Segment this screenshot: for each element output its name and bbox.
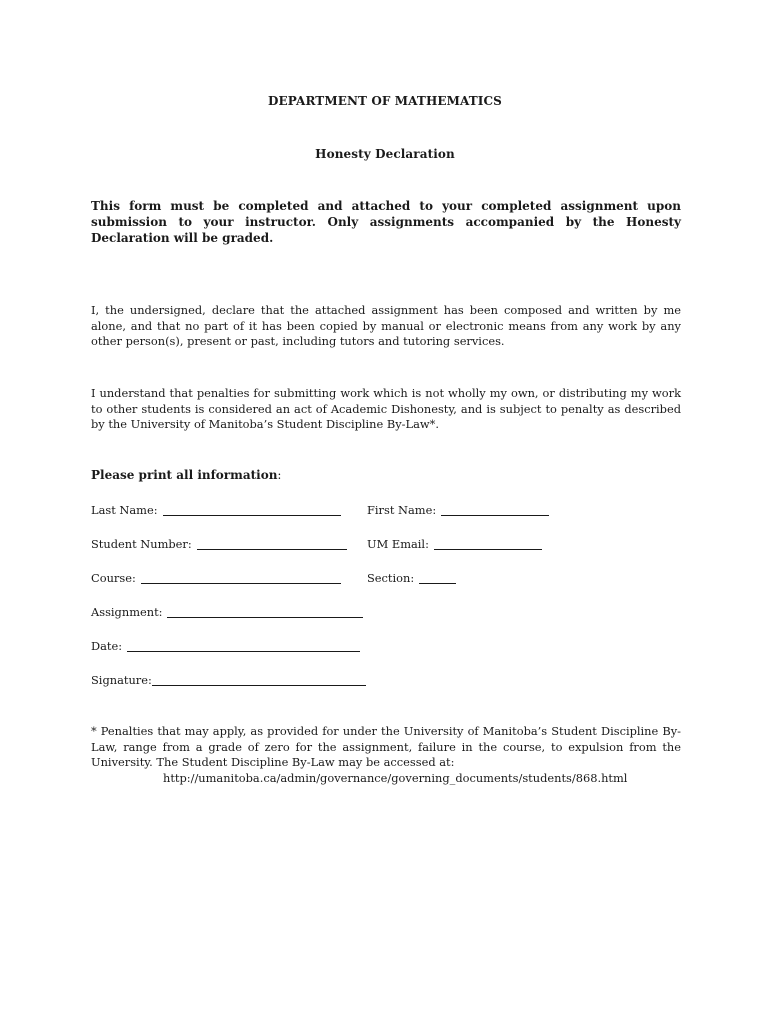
department-heading: DEPARTMENT OF MATHEMATICS bbox=[268, 94, 502, 108]
penalty-paragraph: I understand that penalties for submitting work which is not wholly my own, or distributing my work to other students is considered an act of Academic Dishonesty, and is subject to penalty as described by the University of Manitoba’s Student Discipline By-Law*. bbox=[91, 386, 681, 431]
um-email-blank[interactable] bbox=[434, 537, 542, 550]
assignment-blank[interactable] bbox=[167, 605, 363, 618]
course-field bbox=[91, 571, 341, 585]
form-title: Honesty Declaration bbox=[315, 147, 455, 161]
section-label: Section: bbox=[367, 571, 415, 585]
student-number-field bbox=[91, 537, 347, 551]
course-label: Course: bbox=[91, 571, 136, 585]
intro-instructions: This form must be completed and attached to your completed assignment upon submission to your instructor. Only assignments accompanied by the Honesty Declaration will be graded. bbox=[91, 199, 681, 245]
bylaw-url-link[interactable]: http://umanitoba.ca/admin/governance/governing_documents/students/868.html bbox=[163, 771, 628, 785]
course-blank[interactable] bbox=[141, 571, 341, 584]
declaration-paragraph: I, the undersigned, declare that the attached assignment has been composed and written by me alone, and that no part of it has been copied by manual or electronic means from any work by any other person(s), present or past, including tutors and tutoring services. bbox=[91, 303, 681, 348]
student-number-label: Student Number: bbox=[91, 537, 192, 551]
um-email-field bbox=[367, 537, 542, 551]
signature-field bbox=[91, 673, 366, 687]
signature-blank[interactable] bbox=[152, 673, 366, 686]
signature-label: Signature: bbox=[91, 673, 152, 687]
last-name-blank[interactable] bbox=[163, 503, 341, 516]
date-label: Date: bbox=[91, 639, 123, 653]
first-name-field bbox=[367, 503, 549, 517]
penalty-footnote: * Penalties that may apply, as provided for under the University of Manitoba’s Student Discipline By-Law, range from a grade of zero for the assignment, failure in the course, to expulsion from the University. The Student Discipline By-Law may be accessed at: bbox=[91, 724, 681, 769]
section-field bbox=[367, 571, 456, 585]
first-name-label: First Name: bbox=[367, 503, 437, 517]
date-field bbox=[91, 639, 360, 653]
first-name-blank[interactable] bbox=[441, 503, 549, 516]
last-name-field bbox=[91, 503, 341, 517]
print-info-heading bbox=[91, 468, 281, 482]
assignment-field bbox=[91, 605, 363, 619]
last-name-label: Last Name: bbox=[91, 503, 158, 517]
date-blank[interactable] bbox=[127, 639, 360, 652]
assignment-label: Assignment: bbox=[91, 605, 163, 619]
print-info-heading-colon: : bbox=[277, 468, 282, 482]
section-blank[interactable] bbox=[419, 571, 456, 584]
print-info-heading-text: Please print all information bbox=[91, 468, 278, 482]
student-number-blank[interactable] bbox=[197, 537, 347, 550]
um-email-label: UM Email: bbox=[367, 537, 429, 551]
